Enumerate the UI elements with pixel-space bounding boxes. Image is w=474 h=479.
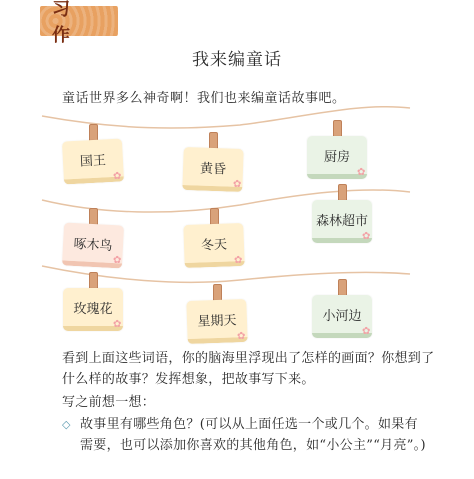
word-card-2: 黄昏	[182, 147, 243, 192]
section-label: 习 作	[52, 0, 82, 46]
prompt-paragraph: 看到上面这些词语，你的脑海里浮现出了怎样的画面？你想到了什么样的故事？发挥想象，把故事写下来。	[62, 351, 435, 387]
card-star-icon-1: ✿	[113, 171, 122, 182]
word-card-1: 国王	[62, 138, 124, 184]
question-1: 故事里有哪些角色？(可以从上面任选一个或几个。如果有需要，也可以添加你喜欢的其他角色，如“小公主”“月亮”。)	[80, 417, 426, 453]
word-card-4: 啄木鸟	[62, 222, 124, 268]
intro-text: 童话世界多么神奇啊！我们也来编童话故事吧。	[62, 91, 346, 106]
word-card-9: 小河边	[312, 295, 372, 338]
word-card-3: 厨房	[307, 136, 367, 179]
page-title: 我来编童话	[192, 50, 282, 70]
word-card-8: 星期天	[186, 299, 247, 344]
card-star-icon-6: ✿	[362, 231, 371, 242]
card-star-icon-3: ✿	[357, 167, 366, 178]
card-star-icon-7: ✿	[113, 319, 122, 330]
think-label: 写之前想一想：	[62, 395, 156, 410]
card-star-icon-2: ✿	[233, 179, 242, 190]
word-card-6: 森林超市	[312, 200, 372, 243]
card-star-icon-9: ✿	[362, 326, 371, 337]
word-card-7: 玫瑰花	[63, 288, 123, 331]
diamond-bullet-icon: ◇	[62, 418, 71, 431]
card-star-icon-8: ✿	[237, 331, 246, 342]
card-star-icon-5: ✿	[234, 255, 243, 266]
word-card-5: 冬天	[183, 223, 244, 268]
card-star-icon-4: ✿	[113, 255, 122, 266]
